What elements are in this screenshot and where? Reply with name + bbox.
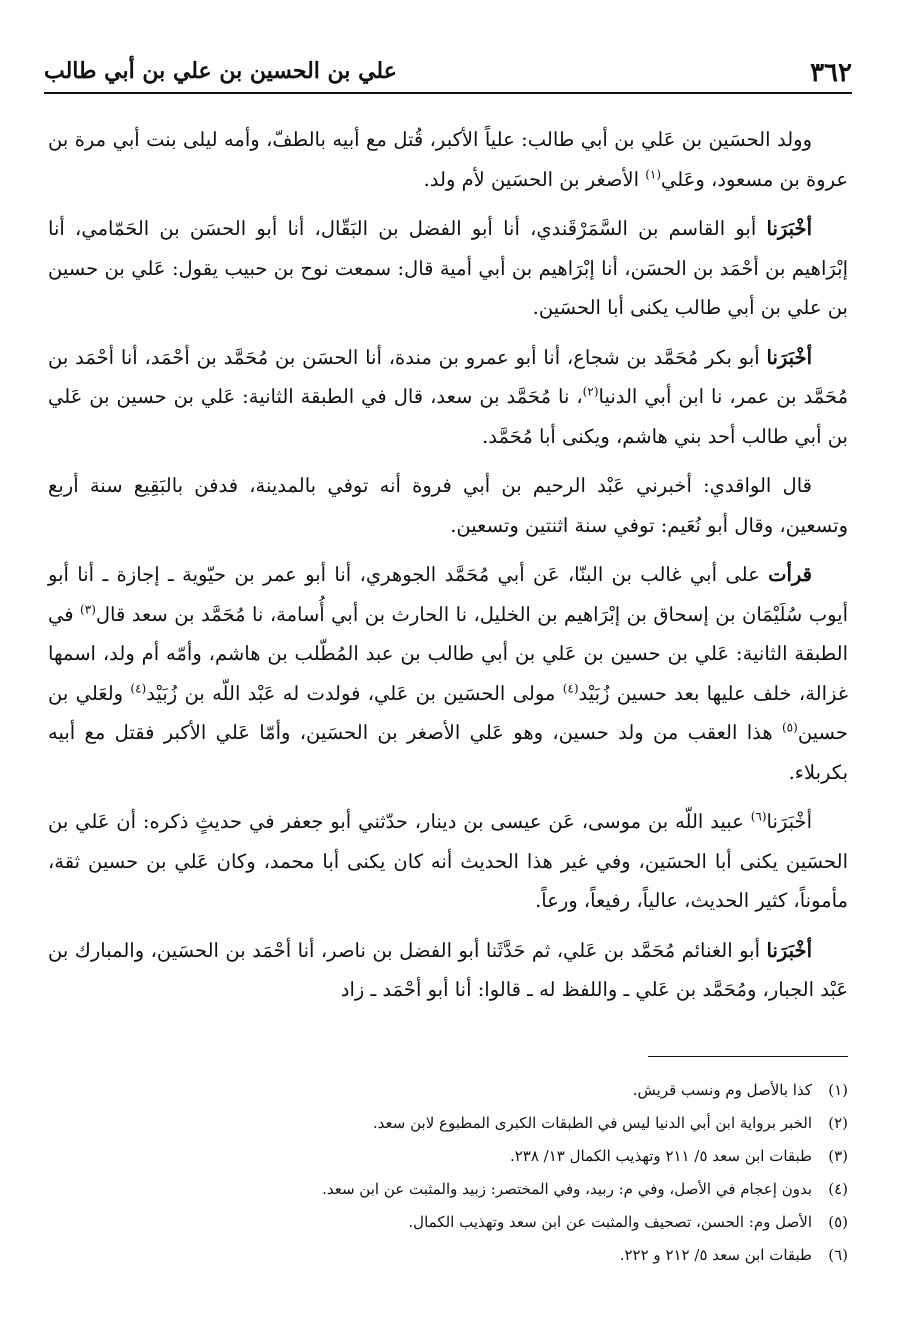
paragraph-1: [48, 120, 848, 199]
text-run: الأصغر بن الحسَين لأم ولد.: [423, 167, 646, 191]
footnote-divider: [648, 1056, 848, 1057]
footnote: [88, 1239, 848, 1272]
footnote-text: طبقات ابن سعد ٥/ ٢١٢ و ٢٢٢.: [619, 1246, 812, 1264]
footnote-text: الأصل وم: الحسن، تصحيف والمثبت عن ابن سعد وتهذيب الكمال.: [408, 1213, 812, 1231]
text-run: ، نا مُحَمَّد بن سعد، قال في الطبقة الثانية: عَلي بن حسين بن عَلي بن أبي طالب أحد بني هاشم، ويكنى أبا مُحَمَّد.: [48, 385, 848, 448]
footnote-text: الخبر برواية ابن أبي الدنيا ليس في الطبقات الكبرى المطبوع لابن سعد.: [372, 1114, 812, 1132]
text-run: عبيد اللّه بن موسى، عَن عيسى بن دينار، حدّثني أبو جعفر في حديثٍ ذكره: أن عَلي بن الحسَين يكنى أبا الحسَين، وفي غير هذا الحديث أنه كان يكنى أبا محمد، وكان عَلي بن حسين ثقة، مأموناً، كثير الحديث، عالياً، رفيعاً، ورعاً.: [48, 810, 848, 912]
paragraph-5: [48, 555, 848, 792]
footnote-ref[interactable]: (٥): [781, 720, 798, 735]
footnote-ref[interactable]: (١): [645, 167, 662, 181]
footnote-number: (٦): [828, 1246, 848, 1264]
footnote-number: (٥): [828, 1213, 848, 1231]
lead-word: أخْبَرَنا: [766, 217, 812, 240]
footnote-ref[interactable]: (٤): [562, 681, 579, 695]
running-title: علي بن الحسين بن علي بن أبي طالب: [44, 58, 397, 84]
text-run: أبو بكر مُحَمَّد بن شجاع، أنا أبو عمرو بن مندة، أنا الحسَن بن مُحَمَّد بن أحْمَد، أنا أحْمَد بن مُحَمَّد بن عمر، نا ابن أبي الدنيا: [48, 345, 849, 408]
footnote: [88, 1074, 848, 1107]
footnote: [88, 1140, 848, 1173]
paragraph-7: [48, 931, 848, 1010]
footnote-text: طبقات ابن سعد ٥/ ٢١١ وتهذيب الكمال ١٣/ ٢٣٨.: [509, 1147, 812, 1165]
footnote: [88, 1206, 848, 1239]
footnote: [88, 1173, 848, 1206]
text-run: قال الواقدي: أخبرني عَبْد الرحيم بن أبي فروة أنه توفي بالمدينة، فدفن بالبَقِيع سنة أربع وتسعين، وقال أبو نُعَيم: توفي سنة اثنتين وتسعين.: [48, 474, 848, 537]
text-run: ولعَلي بن حسين: [48, 681, 848, 744]
footnote-number: (٤): [828, 1180, 848, 1198]
footnote-ref[interactable]: (٦): [750, 809, 767, 824]
footnote-text: كذا بالأصل وم ونسب قريش.: [632, 1081, 812, 1099]
footnotes: [88, 1074, 848, 1272]
page-header: [44, 52, 852, 94]
main-text: [48, 120, 848, 1020]
text-run: وولد الحسَين بن عَلي بن أبي طالب: علياً الأكبر، قُتل مع أبيه بالطفّ، وأمه ليلى بنت أبي مرة بن عروة بن مسعود، وعَلي: [48, 128, 848, 191]
footnote-ref[interactable]: (٢): [582, 384, 599, 399]
text-run: أخْبَرَنا: [766, 810, 812, 833]
footnote-text: بدون إعجام في الأصل، وفي م: ربيد، وفي المختصر: زبيد والمثبت عن ابن سعد.: [322, 1180, 812, 1198]
footnote: [88, 1107, 848, 1140]
footnote-number: (٣): [828, 1147, 848, 1165]
text-run: أبو الغنائم مُحَمَّد بن عَلي، ثم حَدَّثَنا أبو الفضل بن ناصر، أنا أحْمَد بن الحسَين، والمبارك بن عَبْد الجبار، ومُحَمَّد بن عَلي ـ واللفظ له ـ قالوا: أنا أبو أحْمَد ـ زاد: [48, 938, 848, 1001]
text-run: على أبي غالب بن البنّا، عَن أبي مُحَمَّد الجوهري، أنا أبو عمر بن حيّوية ـ إجازة ـ أنا أبو أيوب سُلَيْمَان بن إسحاق بن إبْرَاهيم بن الخليل، نا الحارث بن أبي أُسامة، نا مُحَمَّد بن سعد قال: [48, 563, 848, 626]
lead-word: قرأت: [768, 563, 812, 586]
text-run: مولى الحسَين بن عَلي، فولدت له عَبْد اللّه بن زُبَيْد: [146, 681, 563, 705]
footnote-number: (٢): [828, 1114, 848, 1132]
paragraph-3: [48, 338, 848, 457]
lead-word: أخْبَرَنا: [766, 938, 812, 962]
text-run: أبو القاسم بن السَّمَرْقَندي، أنا أبو الفضل بن البَقّال، أنا أبو الحسَن بن الحَمّامي، أنا إبْرَاهيم بن أحْمَد بن الحسَن، أنا إبْرَاهيم بن أبي أمية قال: سمعت نوح بن حبيب يقول: عَلي بن حسين بن علي بن أبي طالب يكنى أبا الحسَين.: [48, 217, 848, 319]
page-number: ٣٦٢: [810, 58, 852, 88]
paragraph-2: [48, 209, 848, 328]
paragraph-6: [48, 802, 848, 921]
footnote-ref[interactable]: (٤): [130, 681, 147, 695]
footnote-ref[interactable]: (٣): [80, 602, 96, 616]
paragraph-4: [48, 466, 848, 545]
text-run: في الطبقة الثانية: عَلي بن حسين بن عَلي بن أبي طالب بن عبد المُطّلب بن هاشم، وأمّه أم ولد، اسمها غزالة، خلف عليها بعد حسين زُبَيْد: [48, 602, 848, 705]
text-run: هذا العقب من ولد حسين، وهو عَلي الأصغر بن الحسَين، وأمّا عَلي الأكبر فقتل مع أبيه بكربلاء.: [48, 721, 848, 784]
footnote-number: (١): [828, 1081, 848, 1099]
lead-word: أخْبَرَنا: [766, 345, 812, 369]
